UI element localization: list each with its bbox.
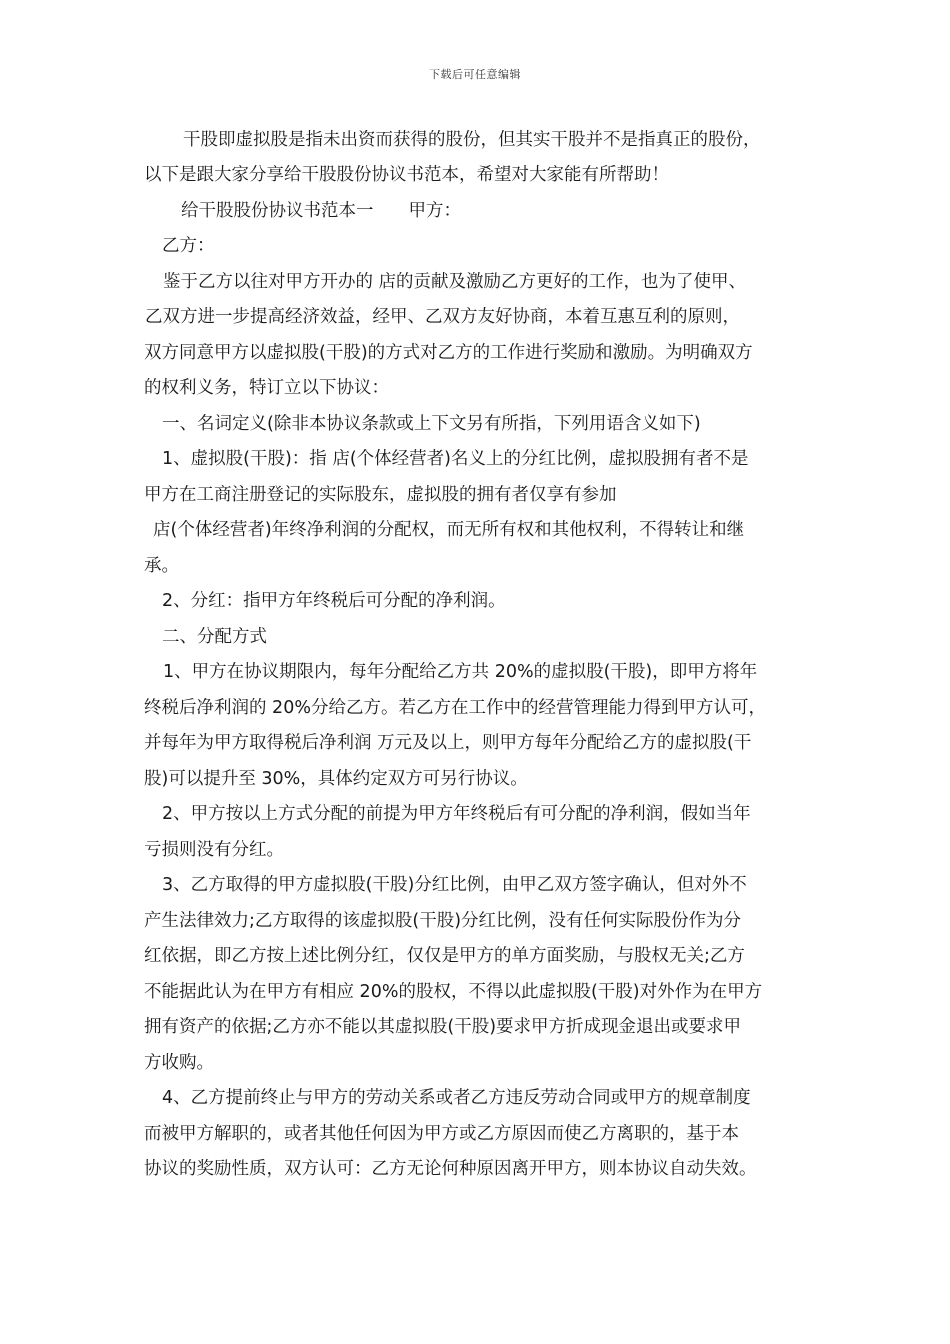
paragraph-line: 鉴于乙方以往对甲方开办的 店的贡献及激励乙方更好的工作，也为了使甲、 — [163, 272, 747, 292]
paragraph-line: 的权利义务，特订立以下协议： — [144, 378, 389, 398]
paragraph-line: 1、甲方在协议期限内，每年分配给乙方共 20%的虚拟股(干股)，即甲方将年 — [163, 662, 758, 682]
paragraph-line: 3、乙方取得的甲方虚拟股(干股)分红比例，由甲乙双方签字确认，但对外不 — [162, 875, 747, 895]
paragraph-line: 双方同意甲方以虚拟股(干股)的方式对乙方的工作进行奖励和激励。为明确双方 — [144, 343, 753, 363]
paragraph-line: 亏损则没有分红。 — [144, 840, 284, 860]
paragraph-line: 协议的奖励性质，双方认可：乙方无论何种原因离开甲方，则本协议自动失效。 — [144, 1159, 757, 1179]
paragraph-line: 2、甲方按以上方式分配的前提为甲方年终税后有可分配的净利润，假如当年 — [162, 804, 751, 824]
paragraph-line: 二、分配方式 — [162, 627, 267, 647]
paragraph-line: 甲方在工商注册登记的实际股东，虚拟股的拥有者仅享有参加 — [144, 485, 617, 505]
paragraph-line: 不能据此认为在甲方有相应 20%的股权，不得以此虚拟股(干股)对外作为在甲方 — [144, 982, 763, 1002]
page-header: 下载后可任意编辑 — [429, 68, 521, 81]
paragraph-line: 给干股股份协议书范本一 甲方： — [181, 201, 461, 221]
paragraph-line: 以下是跟大家分享给干股股份协议书范本，希望对大家能有所帮助！ — [144, 165, 669, 185]
paragraph-line: 2、分红：指甲方年终税后可分配的净利润。 — [162, 591, 506, 611]
paragraph-line: 股)可以提升至 30%，具体约定双方可另行协议。 — [144, 769, 528, 789]
paragraph-line: 一、名词定义(除非本协议条款或上下文另有所指，下列用语含义如下) — [162, 414, 701, 434]
paragraph-line: 店(个体经营者)年终净利润的分配权，而无所有权和其他权利，不得转让和继 — [153, 520, 745, 540]
paragraph-line: 4、乙方提前终止与甲方的劳动关系或者乙方违反劳动合同或甲方的规章制度 — [162, 1088, 751, 1108]
paragraph-line: 1、虚拟股(干股)：指 店(个体经营者)名义上的分红比例，虚拟股拥有者不是 — [162, 449, 749, 469]
paragraph-line: 并每年为甲方取得税后净利润 万元及以上，则甲方每年分配给乙方的虚拟股(干 — [144, 733, 752, 753]
paragraph-line: 红依据，即乙方按上述比例分红，仅仅是甲方的单方面奖励，与股权无关;乙方 — [144, 946, 745, 966]
paragraph-line: 乙双方进一步提高经济效益，经甲、乙双方友好协商，本着互惠互利的原则， — [145, 307, 740, 327]
paragraph-line: 承。 — [144, 556, 179, 576]
paragraph-line: 而被甲方解职的，或者其他任何因为甲方或乙方原因而使乙方离职的，基于本 — [144, 1124, 739, 1144]
paragraph-line: 拥有资产的依据;乙方亦不能以其虚拟股(干股)要求甲方折成现金退出或要求甲 — [144, 1017, 742, 1037]
paragraph-line: 乙方： — [162, 236, 215, 256]
paragraph-line: 方收购。 — [144, 1053, 214, 1073]
paragraph-line: 终税后净利润的 20%分给乙方。若乙方在工作中的经营管理能力得到甲方认可， — [144, 698, 766, 718]
paragraph-line: 干股即虚拟股是指未出资而获得的股份，但其实干股并不是指真正的股份， — [183, 130, 761, 150]
paragraph-line: 产生法律效力;乙方取得的该虚拟股(干股)分红比例，没有任何实际股份作为分 — [144, 911, 742, 931]
